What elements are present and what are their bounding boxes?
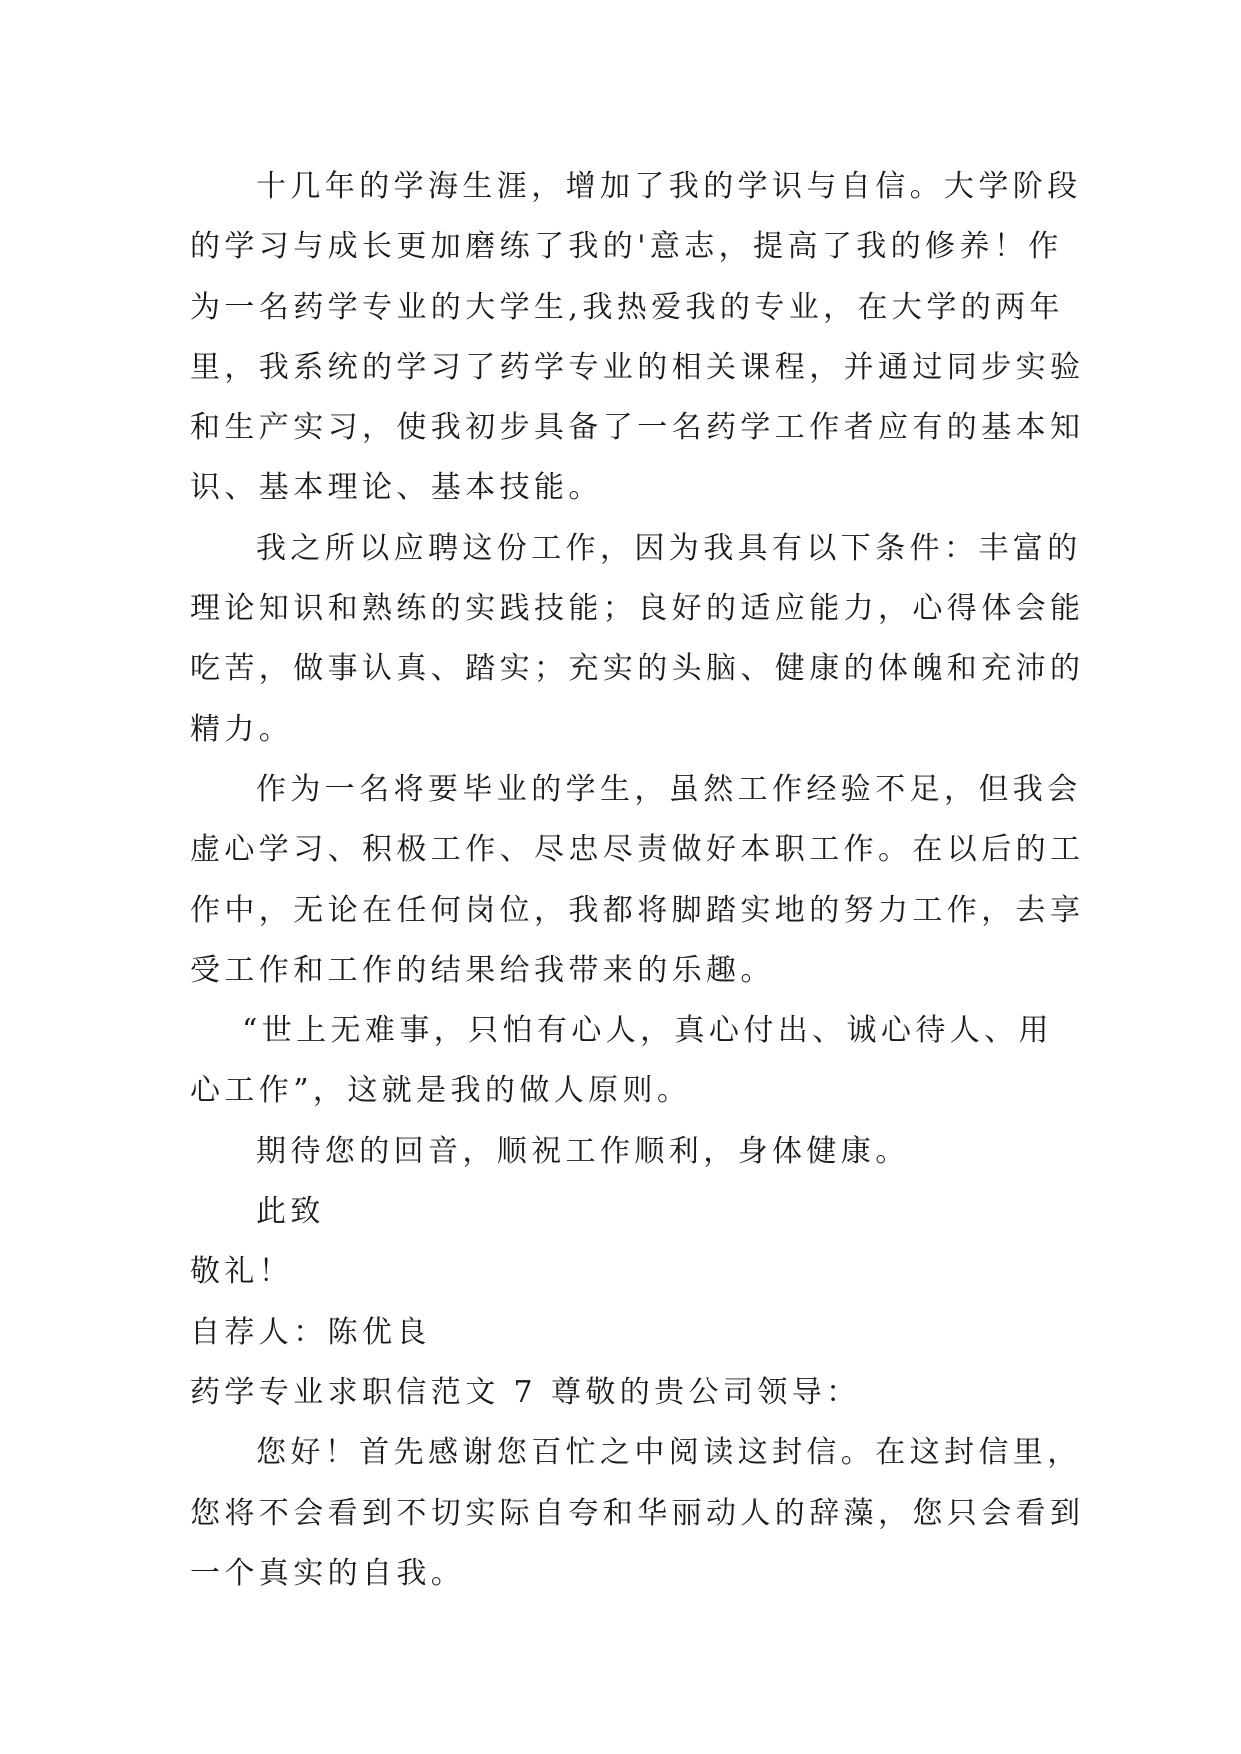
text-line: 十几年的学海生涯，增加了我的学识与自信。大学阶段 bbox=[256, 169, 1082, 204]
text-line: 一个真实的自我。 bbox=[190, 1555, 466, 1591]
text-line: 作中，无论在任何岗位，我都将脚踏实地的努力工作，去享 bbox=[190, 892, 1085, 928]
text-line: 的学习与成长更加磨练了我的'意志，提高了我的修养！作 bbox=[190, 229, 1063, 265]
text-line: 您将不会看到不切实际自夸和华丽动人的辞藻，您只会看到 bbox=[190, 1495, 1085, 1531]
text-line: 作为一名将要毕业的学生，虽然工作经验不足，但我会 bbox=[256, 771, 1082, 807]
text-line: 为一名药学专业的大学生,我热爱我的专业，在大学的两年 bbox=[190, 289, 1064, 325]
text-line: 吃苦，做事认真、踏实；充实的头脑、健康的体魄和充沛的 bbox=[190, 651, 1085, 687]
text-line: 和生产实习，使我初步具备了一名药学工作者应有的基本知 bbox=[190, 410, 1085, 446]
text-line: 虚心学习、积极工作、尽忠尽责做好本职工作。在以后的工 bbox=[190, 832, 1085, 868]
text-line: 识、基本理论、基本技能。 bbox=[190, 470, 603, 506]
text-line: 此致 bbox=[256, 1194, 325, 1230]
text-line: 理论知识和熟练的实践技能；良好的适应能力，心得体会能 bbox=[190, 591, 1085, 627]
text-line: 药学专业求职信范文 7 尊敬的贵公司领导： bbox=[190, 1374, 861, 1410]
text-line: 里，我系统的学习了药学专业的相关课程，并通过同步实验 bbox=[190, 349, 1085, 385]
text-line: 期待您的回音，顺祝工作顺利，身体健康。 bbox=[256, 1133, 910, 1169]
text-line: 受工作和工作的结果给我带来的乐趣。 bbox=[190, 952, 775, 988]
text-line: 我之所以应聘这份工作，因为我具有以下条件：丰富的 bbox=[256, 530, 1082, 566]
letter-body bbox=[190, 157, 1085, 1604]
text-line: “世上无难事，只怕有心人，真心付出、诚心待人、用 bbox=[242, 1013, 1053, 1049]
text-line: 您好！首先感谢您百忙之中阅读这封信。在这封信里， bbox=[256, 1435, 1082, 1471]
text-line: 心工作”，这就是我的做人原则。 bbox=[190, 1073, 692, 1109]
text-line: 自荐人：陈优良 bbox=[190, 1314, 431, 1350]
text-line: 精力。 bbox=[190, 711, 294, 747]
text-line: 敬礼！ bbox=[190, 1254, 294, 1290]
